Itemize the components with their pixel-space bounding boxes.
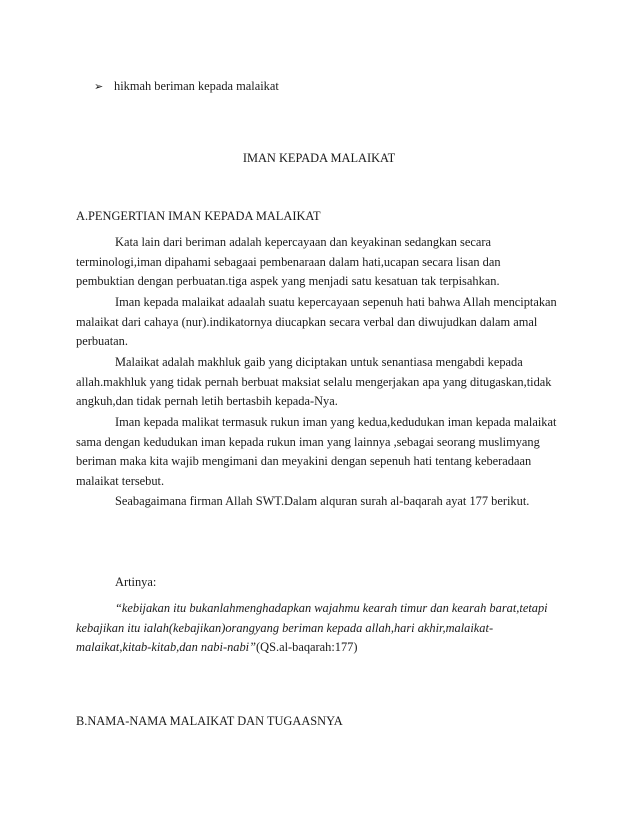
paragraph-line: malaikat tersebut. xyxy=(76,473,165,488)
paragraph-line: allah.makhluk yang tidak pernah berbuat maksiat selalu mengerjakan apa yang ditugaskan,tidak xyxy=(76,374,552,389)
paragraph-line: Seabagaimana firman Allah SWT.Dalam alquran surah al-baqarah ayat 177 berikut. xyxy=(115,494,530,508)
bullet-text: hikmah beriman kepada malaikat xyxy=(114,79,279,93)
paragraph-line: Iman kepada malaikat adaalah suatu kepercayaan sepenuh hati bahwa Allah menciptakan xyxy=(115,295,557,309)
quote-line: malaikat,kitab-kitab,dan nabi-nabi” xyxy=(76,640,256,654)
paragraph-2 xyxy=(76,293,564,352)
paragraph-line: beriman maka kita wajib mengimani dan meyakini dengan sepenuh hati tentang keberadaan xyxy=(76,454,532,468)
paragraph-5 xyxy=(76,492,564,512)
paragraph-1 xyxy=(76,233,564,292)
paragraph-line: perbuatan. xyxy=(76,334,128,348)
section-b-heading: B.NAMA-NAMA MALAIKAT DAN TUGAASNYA xyxy=(76,714,343,728)
translation-quote xyxy=(76,599,564,658)
quote-line: “kebijakan itu bukanlahmenghadapkan wajahmu kearah timur dan kearah barat,tetapi xyxy=(115,601,548,615)
quote-line: kebajikan itu ialah(kebajikan)orangyang beriman kepada allah,hari akhir,malaikat- xyxy=(76,620,494,635)
translation-label: Artinya: xyxy=(115,575,157,589)
paragraph-line: Iman kepada malikat termasuk rukun iman yang kedua,kedudukan iman kepada malaikat xyxy=(115,415,557,429)
citation: (QS.al-baqarah:177) xyxy=(256,640,358,654)
paragraph-line: angkuh,dan tidak pernah letih bertasbih kepada-Nya. xyxy=(76,394,338,408)
paragraph-line: terminologi,iman dipahami sebagaai pembenaraan dalam hati,ucapan secara lisan dan xyxy=(76,254,501,269)
paragraph-4 xyxy=(76,413,564,491)
section-a-heading: A.PENGERTIAN IMAN KEPADA MALAIKAT xyxy=(76,209,321,223)
arrow-bullet-icon: ➢ xyxy=(94,80,104,93)
paragraph-line: pembuktian dengan perbuatan.tiga aspek yang menjadi satu kesatuan tak terpisahkan. xyxy=(76,274,500,288)
paragraph-line: Kata lain dari beriman adalah kepercayaan dan keyakinan sedangkan secara xyxy=(115,235,491,249)
paragraph-line: sama dengan kedudukan iman kepada rukun iman yang lainnya ,sebagai seorang muslimyang xyxy=(76,434,540,449)
quote-line-with-citation xyxy=(76,638,564,658)
paragraph-line: malaikat dari cahaya (nur).indikatornya diucapkan secara verbal dan diwujudkan dalam amal xyxy=(76,314,538,329)
paragraph-line: Malaikat adalah makhluk gaib yang diciptakan untuk senantiasa mengabdi kepada xyxy=(115,355,523,369)
paragraph-3 xyxy=(76,353,564,412)
page-title: IMAN KEPADA MALAIKAT xyxy=(242,151,396,165)
bullet-item xyxy=(94,79,279,94)
